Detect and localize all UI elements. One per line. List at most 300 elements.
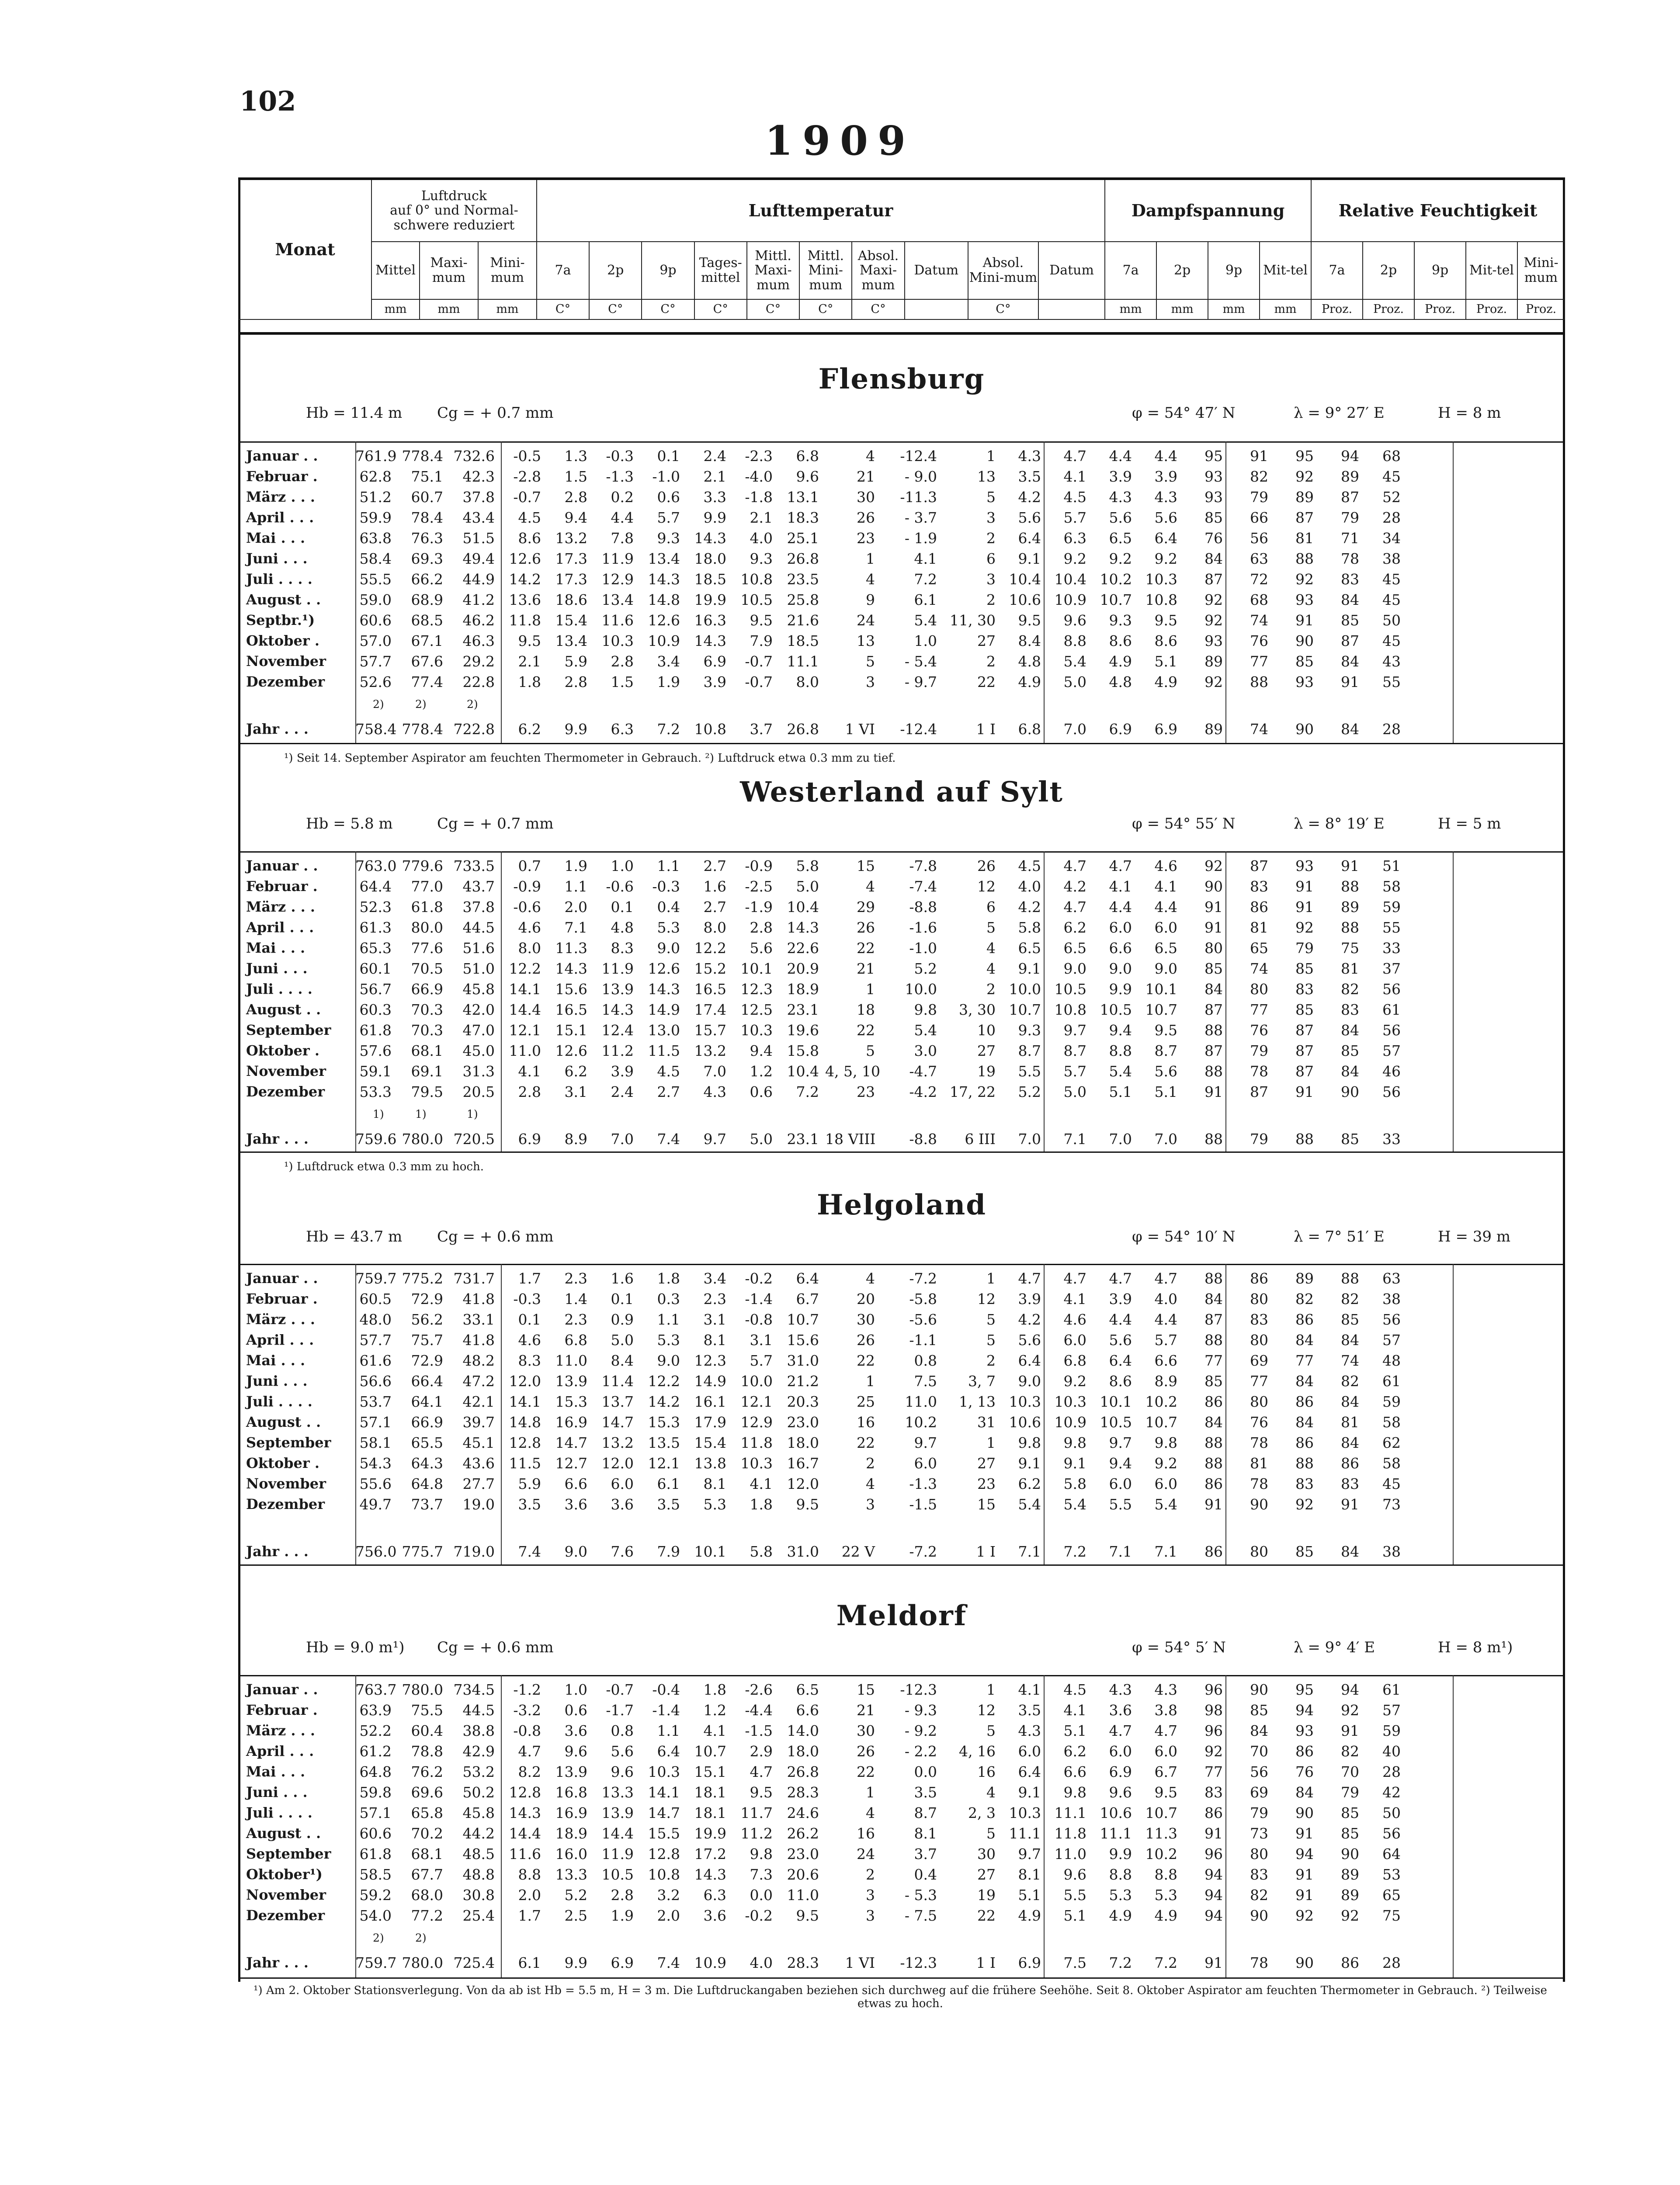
value-cell: 5.4 <box>914 612 937 629</box>
value-cell: 6.7 <box>1154 1763 1177 1780</box>
value-cell: 5.3 <box>703 1496 726 1513</box>
value-cell: 59.0 <box>359 591 392 608</box>
value-cell: 92 <box>1295 1907 1314 1924</box>
value-cell: 7.1 <box>1109 1543 1132 1560</box>
value-cell: 16 <box>977 1763 996 1780</box>
table-row <box>238 1885 1565 1905</box>
table-row <box>238 856 1565 876</box>
value-cell: 0.3 <box>657 1290 680 1308</box>
value-cell: 2.4 <box>703 447 726 465</box>
value-cell: 3.6 <box>1109 1702 1132 1719</box>
value-cell: 2.9 <box>750 1743 773 1760</box>
unit-cell <box>905 299 968 319</box>
value-cell: 14.4 <box>509 1001 541 1018</box>
value-cell: 10.9 <box>1054 1414 1086 1431</box>
value-cell: 63.9 <box>359 1702 392 1719</box>
value-cell: 1, 13 <box>959 1393 996 1410</box>
value-cell: 6.9 <box>611 1954 634 1971</box>
value-cell: 7.0 <box>1109 1131 1132 1148</box>
value-cell: 91 <box>1204 1825 1223 1842</box>
value-cell: 63.8 <box>359 530 392 547</box>
value-cell: 4.0 <box>1154 1290 1177 1308</box>
value-cell: 92 <box>1204 857 1223 874</box>
value-cell: 21.6 <box>787 612 819 629</box>
table-row <box>238 979 1565 999</box>
value-cell: 11.0 <box>787 1887 819 1904</box>
value-cell: 17.4 <box>694 1001 726 1018</box>
value-cell: 78.8 <box>411 1743 443 1760</box>
value-cell: 4 <box>866 1475 875 1492</box>
value-cell: 86 <box>1204 1393 1223 1410</box>
value-cell: 84 <box>1204 550 1223 567</box>
value-cell: 57 <box>1382 1332 1401 1349</box>
value-cell: 52.6 <box>359 673 392 690</box>
value-cell: 1 <box>986 1681 996 1698</box>
value-cell: 10.6 <box>1009 591 1041 608</box>
unit-cell: mm <box>1208 299 1260 319</box>
value-cell: 12.4 <box>601 1022 634 1039</box>
month-label: Juli . . . . <box>246 981 312 997</box>
value-cell: 6.6 <box>1109 940 1132 957</box>
value-cell: 1.0 <box>611 857 634 874</box>
value-cell: 66.9 <box>411 981 443 998</box>
value-cell: 81 <box>1295 530 1314 547</box>
value-cell: 10.5 <box>1100 1414 1132 1431</box>
value-cell: 79 <box>1341 509 1359 526</box>
value-cell: 93 <box>1204 489 1223 506</box>
value-cell: 56.2 <box>411 1311 443 1328</box>
value-cell: -1.8 <box>745 489 773 506</box>
month-label: Dezember <box>246 1083 325 1100</box>
value-cell: 7.5 <box>914 1373 937 1390</box>
value-cell: 61 <box>1382 1373 1401 1390</box>
value-cell: 84 <box>1295 1332 1314 1349</box>
value-cell: 13.9 <box>601 981 634 998</box>
value-cell: 16.3 <box>694 612 726 629</box>
value-cell: 58 <box>1382 878 1401 895</box>
value-cell: 3.1 <box>750 1332 773 1349</box>
value-cell: - 5.4 <box>904 653 937 670</box>
value-cell: 6.9 <box>703 653 726 670</box>
value-cell: 1 <box>986 1434 996 1451</box>
value-cell: 17.2 <box>694 1845 726 1862</box>
value-cell: 14.3 <box>509 1804 541 1821</box>
value-cell: 7.2 <box>657 721 680 738</box>
value-cell: 3.7 <box>914 1845 937 1862</box>
value-cell: 10.4 <box>1054 571 1086 588</box>
value-cell: 14.3 <box>694 530 726 547</box>
value-cell: 52 <box>1382 489 1401 506</box>
value-cell: 4 <box>866 878 875 895</box>
value-cell: 13.8 <box>694 1455 726 1472</box>
footnote-mark: 2) <box>415 1932 427 1944</box>
value-cell: 88 <box>1341 1270 1359 1287</box>
value-cell: 26.8 <box>787 550 819 567</box>
value-cell: 4 <box>866 571 875 588</box>
station-longitude: λ = 9° 27′ E <box>1294 404 1385 422</box>
value-cell: 14.9 <box>694 1373 726 1390</box>
value-cell: -3.2 <box>513 1702 541 1719</box>
page-number: 102 <box>240 85 296 117</box>
value-cell: 85 <box>1204 960 1223 977</box>
value-cell: 26 <box>977 857 996 874</box>
value-cell: 84 <box>1204 1414 1223 1431</box>
value-cell: 83 <box>1341 571 1359 588</box>
value-cell: 1.1 <box>657 857 680 874</box>
value-cell: 4.4 <box>1109 898 1132 916</box>
value-cell: 78 <box>1250 1954 1268 1971</box>
value-cell: 88 <box>1204 1434 1223 1451</box>
value-cell: 79 <box>1341 1784 1359 1801</box>
value-cell: 10.2 <box>905 1414 937 1431</box>
value-cell: 92 <box>1295 919 1314 936</box>
value-cell: -0.3 <box>652 878 680 895</box>
value-cell: 84 <box>1295 1414 1314 1431</box>
column-header <box>238 179 1565 320</box>
value-cell: 5.6 <box>1154 1063 1177 1080</box>
value-cell: 5.0 <box>750 1131 773 1148</box>
value-cell: 5.0 <box>1063 673 1086 690</box>
value-cell: -1.5 <box>745 1722 773 1739</box>
value-cell: 18.5 <box>787 632 819 649</box>
value-cell: 5.1 <box>1063 1907 1086 1924</box>
value-cell: 91 <box>1204 1083 1223 1100</box>
value-cell: 83 <box>1250 1866 1268 1883</box>
value-cell: - 2.2 <box>904 1743 937 1760</box>
value-cell: 10.3 <box>1054 1393 1086 1410</box>
station-top-rule <box>238 851 1565 853</box>
station-height-hb: Hb = 9.0 m¹) <box>306 1639 405 1656</box>
value-cell: 87 <box>1295 1042 1314 1059</box>
value-cell: 79 <box>1250 1042 1268 1059</box>
table-row <box>238 876 1565 897</box>
luftdruck-title: Luftdruck <box>421 188 487 204</box>
subheader-feuchtigkeit-col-4: Mini-mum <box>1517 242 1565 299</box>
value-cell: 68.9 <box>411 591 443 608</box>
value-cell: 69 <box>1250 1784 1268 1801</box>
value-cell: 25.8 <box>787 591 819 608</box>
value-cell: 9.7 <box>703 1131 726 1148</box>
value-cell: 38.8 <box>462 1722 495 1739</box>
value-cell: 18.9 <box>787 981 819 998</box>
value-cell: 86 <box>1250 898 1268 916</box>
value-cell: 28 <box>1382 509 1401 526</box>
station-height-hb: Hb = 43.7 m <box>306 1228 403 1245</box>
value-cell: 15.7 <box>694 1022 726 1039</box>
value-cell: 2.5 <box>564 1907 587 1924</box>
value-cell: 775.2 <box>402 1270 443 1287</box>
value-cell: 64.4 <box>359 878 392 895</box>
value-cell: 4.9 <box>1154 673 1177 690</box>
value-cell: 2.1 <box>518 653 541 670</box>
value-cell: -7.2 <box>909 1270 937 1287</box>
value-cell: 4.0 <box>1018 878 1041 895</box>
value-cell: 91 <box>1295 1083 1314 1100</box>
value-cell: 85 <box>1295 1543 1314 1560</box>
value-cell: 4.3 <box>703 1083 726 1100</box>
value-cell: 8.6 <box>1154 632 1177 649</box>
value-cell: 76 <box>1250 1022 1268 1039</box>
value-cell: 11.1 <box>1100 1825 1132 1842</box>
value-cell: 72.9 <box>411 1290 443 1308</box>
value-cell: 7.2 <box>914 571 937 588</box>
value-cell: 8.7 <box>1063 1042 1086 1059</box>
value-cell: 63 <box>1250 550 1268 567</box>
value-cell: 60.1 <box>359 960 392 977</box>
value-cell: 4 <box>986 1784 996 1801</box>
value-cell: 74 <box>1250 721 1268 738</box>
value-cell: 54.3 <box>359 1455 392 1472</box>
value-cell: 5 <box>986 919 996 936</box>
value-cell: 91 <box>1204 919 1223 936</box>
month-label: Oktober . <box>246 1042 320 1059</box>
value-cell: 720.5 <box>453 1131 495 1148</box>
value-cell: 77 <box>1204 1763 1223 1780</box>
value-cell: 4.7 <box>750 1763 773 1780</box>
value-cell: 79 <box>1295 940 1314 957</box>
value-cell: 10.2 <box>1145 1845 1177 1862</box>
value-cell: 65.3 <box>359 940 392 957</box>
value-cell: 42.1 <box>462 1393 495 1410</box>
month-label: Februar . <box>246 1290 318 1307</box>
value-cell: 89 <box>1341 1887 1359 1904</box>
value-cell: 12.3 <box>740 981 773 998</box>
value-cell: 20 <box>857 1290 875 1308</box>
value-cell: 13.6 <box>509 591 541 608</box>
value-cell: 8.6 <box>518 530 541 547</box>
value-cell: 12.8 <box>509 1784 541 1801</box>
value-cell: 84 <box>1341 1022 1359 1039</box>
value-cell: 9.9 <box>703 509 726 526</box>
value-cell: 6.6 <box>1154 1352 1177 1369</box>
value-cell: 1 <box>866 550 875 567</box>
value-cell: 1.2 <box>703 1702 726 1719</box>
value-cell: 43.6 <box>462 1455 495 1472</box>
value-cell: 4.1 <box>1063 468 1086 485</box>
table-row <box>238 1040 1565 1061</box>
value-cell: 85 <box>1341 1825 1359 1842</box>
value-cell: 9.2 <box>1063 550 1086 567</box>
value-cell: 22 <box>857 1352 875 1369</box>
value-cell: 10.8 <box>1054 1001 1086 1018</box>
value-cell: 19.9 <box>694 1825 726 1842</box>
value-cell: 5.0 <box>1063 1083 1086 1100</box>
value-cell: 12.2 <box>509 960 541 977</box>
value-cell: 2 <box>986 591 996 608</box>
value-cell: 93 <box>1295 673 1314 690</box>
value-cell: 11.5 <box>648 1042 680 1059</box>
value-cell: 29.2 <box>462 653 495 670</box>
value-cell: - 9.7 <box>904 673 937 690</box>
table-row <box>238 651 1565 672</box>
value-cell: 4.0 <box>750 1954 773 1971</box>
value-cell: 18.3 <box>787 509 819 526</box>
value-cell: 84 <box>1341 1393 1359 1410</box>
value-cell: 53.2 <box>462 1763 495 1780</box>
value-cell: 58 <box>1382 1414 1401 1431</box>
value-cell: 8.9 <box>1154 1373 1177 1390</box>
value-cell: 3 <box>866 1496 875 1513</box>
month-label: April . . . <box>246 509 314 526</box>
value-cell: 42.3 <box>462 468 495 485</box>
value-cell: 30 <box>857 489 875 506</box>
value-cell: 10.4 <box>787 1063 819 1080</box>
value-cell: - 9.2 <box>904 1722 937 1739</box>
table-row <box>238 487 1565 507</box>
value-cell: 52.2 <box>359 1722 392 1739</box>
subheader-lufttemperatur-col-5: Mittl. Mini-mum <box>799 242 852 299</box>
value-cell: 3.6 <box>703 1907 726 1924</box>
table-row <box>238 917 1565 938</box>
value-cell: 56 <box>1382 981 1401 998</box>
value-cell: 88 <box>1341 919 1359 936</box>
station-elevation: H = 8 m¹) <box>1438 1639 1513 1656</box>
value-cell: 88 <box>1295 550 1314 567</box>
table-row <box>238 1905 1565 1926</box>
value-cell: 6.2 <box>564 1063 587 1080</box>
value-cell: 1.9 <box>611 1907 634 1924</box>
value-cell: 10.4 <box>1009 571 1041 588</box>
value-cell: 43.4 <box>462 509 495 526</box>
value-cell: 85 <box>1341 1042 1359 1059</box>
value-cell: 38 <box>1382 1543 1401 1560</box>
value-cell: 6.5 <box>796 1681 819 1698</box>
value-cell: 88 <box>1204 1063 1223 1080</box>
value-cell: 6.6 <box>564 1475 587 1492</box>
table-row <box>238 1803 1565 1823</box>
value-cell: 1 I <box>976 721 996 738</box>
value-cell: 4.3 <box>1154 1681 1177 1698</box>
value-cell: -5.8 <box>909 1290 937 1308</box>
value-cell: 84 <box>1341 1063 1359 1080</box>
subheader-dampfspannung-col-2: 9p <box>1208 242 1260 299</box>
value-cell: 10.8 <box>694 721 726 738</box>
value-cell: 4.4 <box>1109 1311 1132 1328</box>
value-cell: 4.6 <box>1154 857 1177 874</box>
value-cell: 14.2 <box>648 1393 680 1410</box>
value-cell: 10.5 <box>1054 981 1086 998</box>
table-row <box>238 1823 1565 1844</box>
value-cell: 4.7 <box>1109 1270 1132 1287</box>
value-cell: 57.7 <box>359 1332 392 1349</box>
value-cell: 1.8 <box>518 673 541 690</box>
value-cell: 5.8 <box>796 857 819 874</box>
value-cell: 95 <box>1204 447 1223 465</box>
subheader-feuchtigkeit-col-2: 9p <box>1414 242 1466 299</box>
station-elevation: H = 39 m <box>1438 1228 1511 1245</box>
subheader-feuchtigkeit-col-3: Mit-tel <box>1466 242 1517 299</box>
value-cell: 61.6 <box>359 1352 392 1369</box>
value-cell: 76.2 <box>411 1763 443 1780</box>
value-cell: 6.8 <box>796 447 819 465</box>
station-longitude: λ = 9° 4′ E <box>1294 1639 1375 1656</box>
value-cell: 780.0 <box>402 1954 443 1971</box>
value-cell: 70.3 <box>411 1001 443 1018</box>
value-cell: 22 V <box>841 1543 875 1560</box>
value-cell: 10.0 <box>740 1373 773 1390</box>
value-cell: 68 <box>1250 591 1268 608</box>
value-cell: 6.7 <box>796 1290 819 1308</box>
value-cell: 23.0 <box>787 1414 819 1431</box>
value-cell: 14.0 <box>787 1722 819 1739</box>
value-cell: 68.5 <box>411 612 443 629</box>
value-cell: -0.7 <box>745 673 773 690</box>
value-cell: 13.2 <box>694 1042 726 1059</box>
value-cell: 10.3 <box>1145 571 1177 588</box>
month-label: Januar . . <box>246 447 318 464</box>
value-cell: 91 <box>1204 898 1223 916</box>
value-cell: 59.1 <box>359 1063 392 1080</box>
value-cell: 88 <box>1295 1455 1314 1472</box>
value-cell: 5 <box>986 1311 996 1328</box>
value-cell: 3.4 <box>703 1270 726 1287</box>
value-cell: 4.7 <box>1018 1270 1041 1287</box>
value-cell: 11.2 <box>740 1825 773 1842</box>
value-cell: 10.4 <box>787 898 819 916</box>
value-cell: 5.4 <box>1018 1496 1041 1513</box>
value-cell: 96 <box>1204 1722 1223 1739</box>
value-cell: 28 <box>1382 1954 1401 1971</box>
value-cell: 81 <box>1250 1455 1268 1472</box>
value-cell: 87 <box>1204 1042 1223 1059</box>
value-cell: 0.0 <box>750 1887 773 1904</box>
table-row <box>238 1720 1565 1741</box>
value-cell: 87 <box>1341 632 1359 649</box>
value-cell: 42 <box>1382 1784 1401 1801</box>
value-cell: 4.2 <box>1018 489 1041 506</box>
value-cell: 14.2 <box>509 571 541 588</box>
value-cell: 56 <box>1382 1022 1401 1039</box>
value-cell: 6.0 <box>1154 1475 1177 1492</box>
value-cell: 733.5 <box>453 857 495 874</box>
value-cell: 8.2 <box>518 1763 541 1780</box>
value-cell: -1.9 <box>745 898 773 916</box>
value-cell: 11.0 <box>509 1042 541 1059</box>
value-cell: 77 <box>1250 653 1268 670</box>
value-cell: 91 <box>1295 1887 1314 1904</box>
month-label: August . . <box>246 1414 321 1430</box>
value-cell: -0.3 <box>513 1290 541 1308</box>
value-cell: 13.7 <box>601 1393 634 1410</box>
value-cell: 74 <box>1341 1352 1359 1369</box>
value-cell: 7.4 <box>657 1131 680 1148</box>
subheader-dampfspannung-col-0: 7a <box>1105 242 1156 299</box>
value-cell: 79.5 <box>411 1083 443 1100</box>
value-cell: 84 <box>1341 653 1359 670</box>
value-cell: 96 <box>1204 1845 1223 1862</box>
table-row <box>238 1864 1565 1885</box>
value-cell: 17.3 <box>555 571 587 588</box>
table-row <box>238 938 1565 958</box>
value-cell: -0.7 <box>606 1681 634 1698</box>
value-cell: 57 <box>1382 1042 1401 1059</box>
value-cell: 4.7 <box>1063 898 1086 916</box>
value-cell: 759.7 <box>355 1954 397 1971</box>
value-cell: 85 <box>1341 1311 1359 1328</box>
value-cell: 80 <box>1250 1290 1268 1308</box>
value-cell: 15 <box>977 1496 996 1513</box>
table-row <box>238 1061 1565 1082</box>
value-cell: 29 <box>857 898 875 916</box>
value-cell: 10.7 <box>787 1311 819 1328</box>
value-cell: 2 <box>986 1352 996 1369</box>
value-cell: 12.9 <box>601 571 634 588</box>
value-cell: 7.1 <box>1018 1543 1041 1560</box>
value-cell: 2 <box>986 530 996 547</box>
value-cell: 19.0 <box>462 1496 495 1513</box>
value-cell: 13.4 <box>601 591 634 608</box>
subheader-dampfspannung-col-3: Mit-tel <box>1260 242 1311 299</box>
